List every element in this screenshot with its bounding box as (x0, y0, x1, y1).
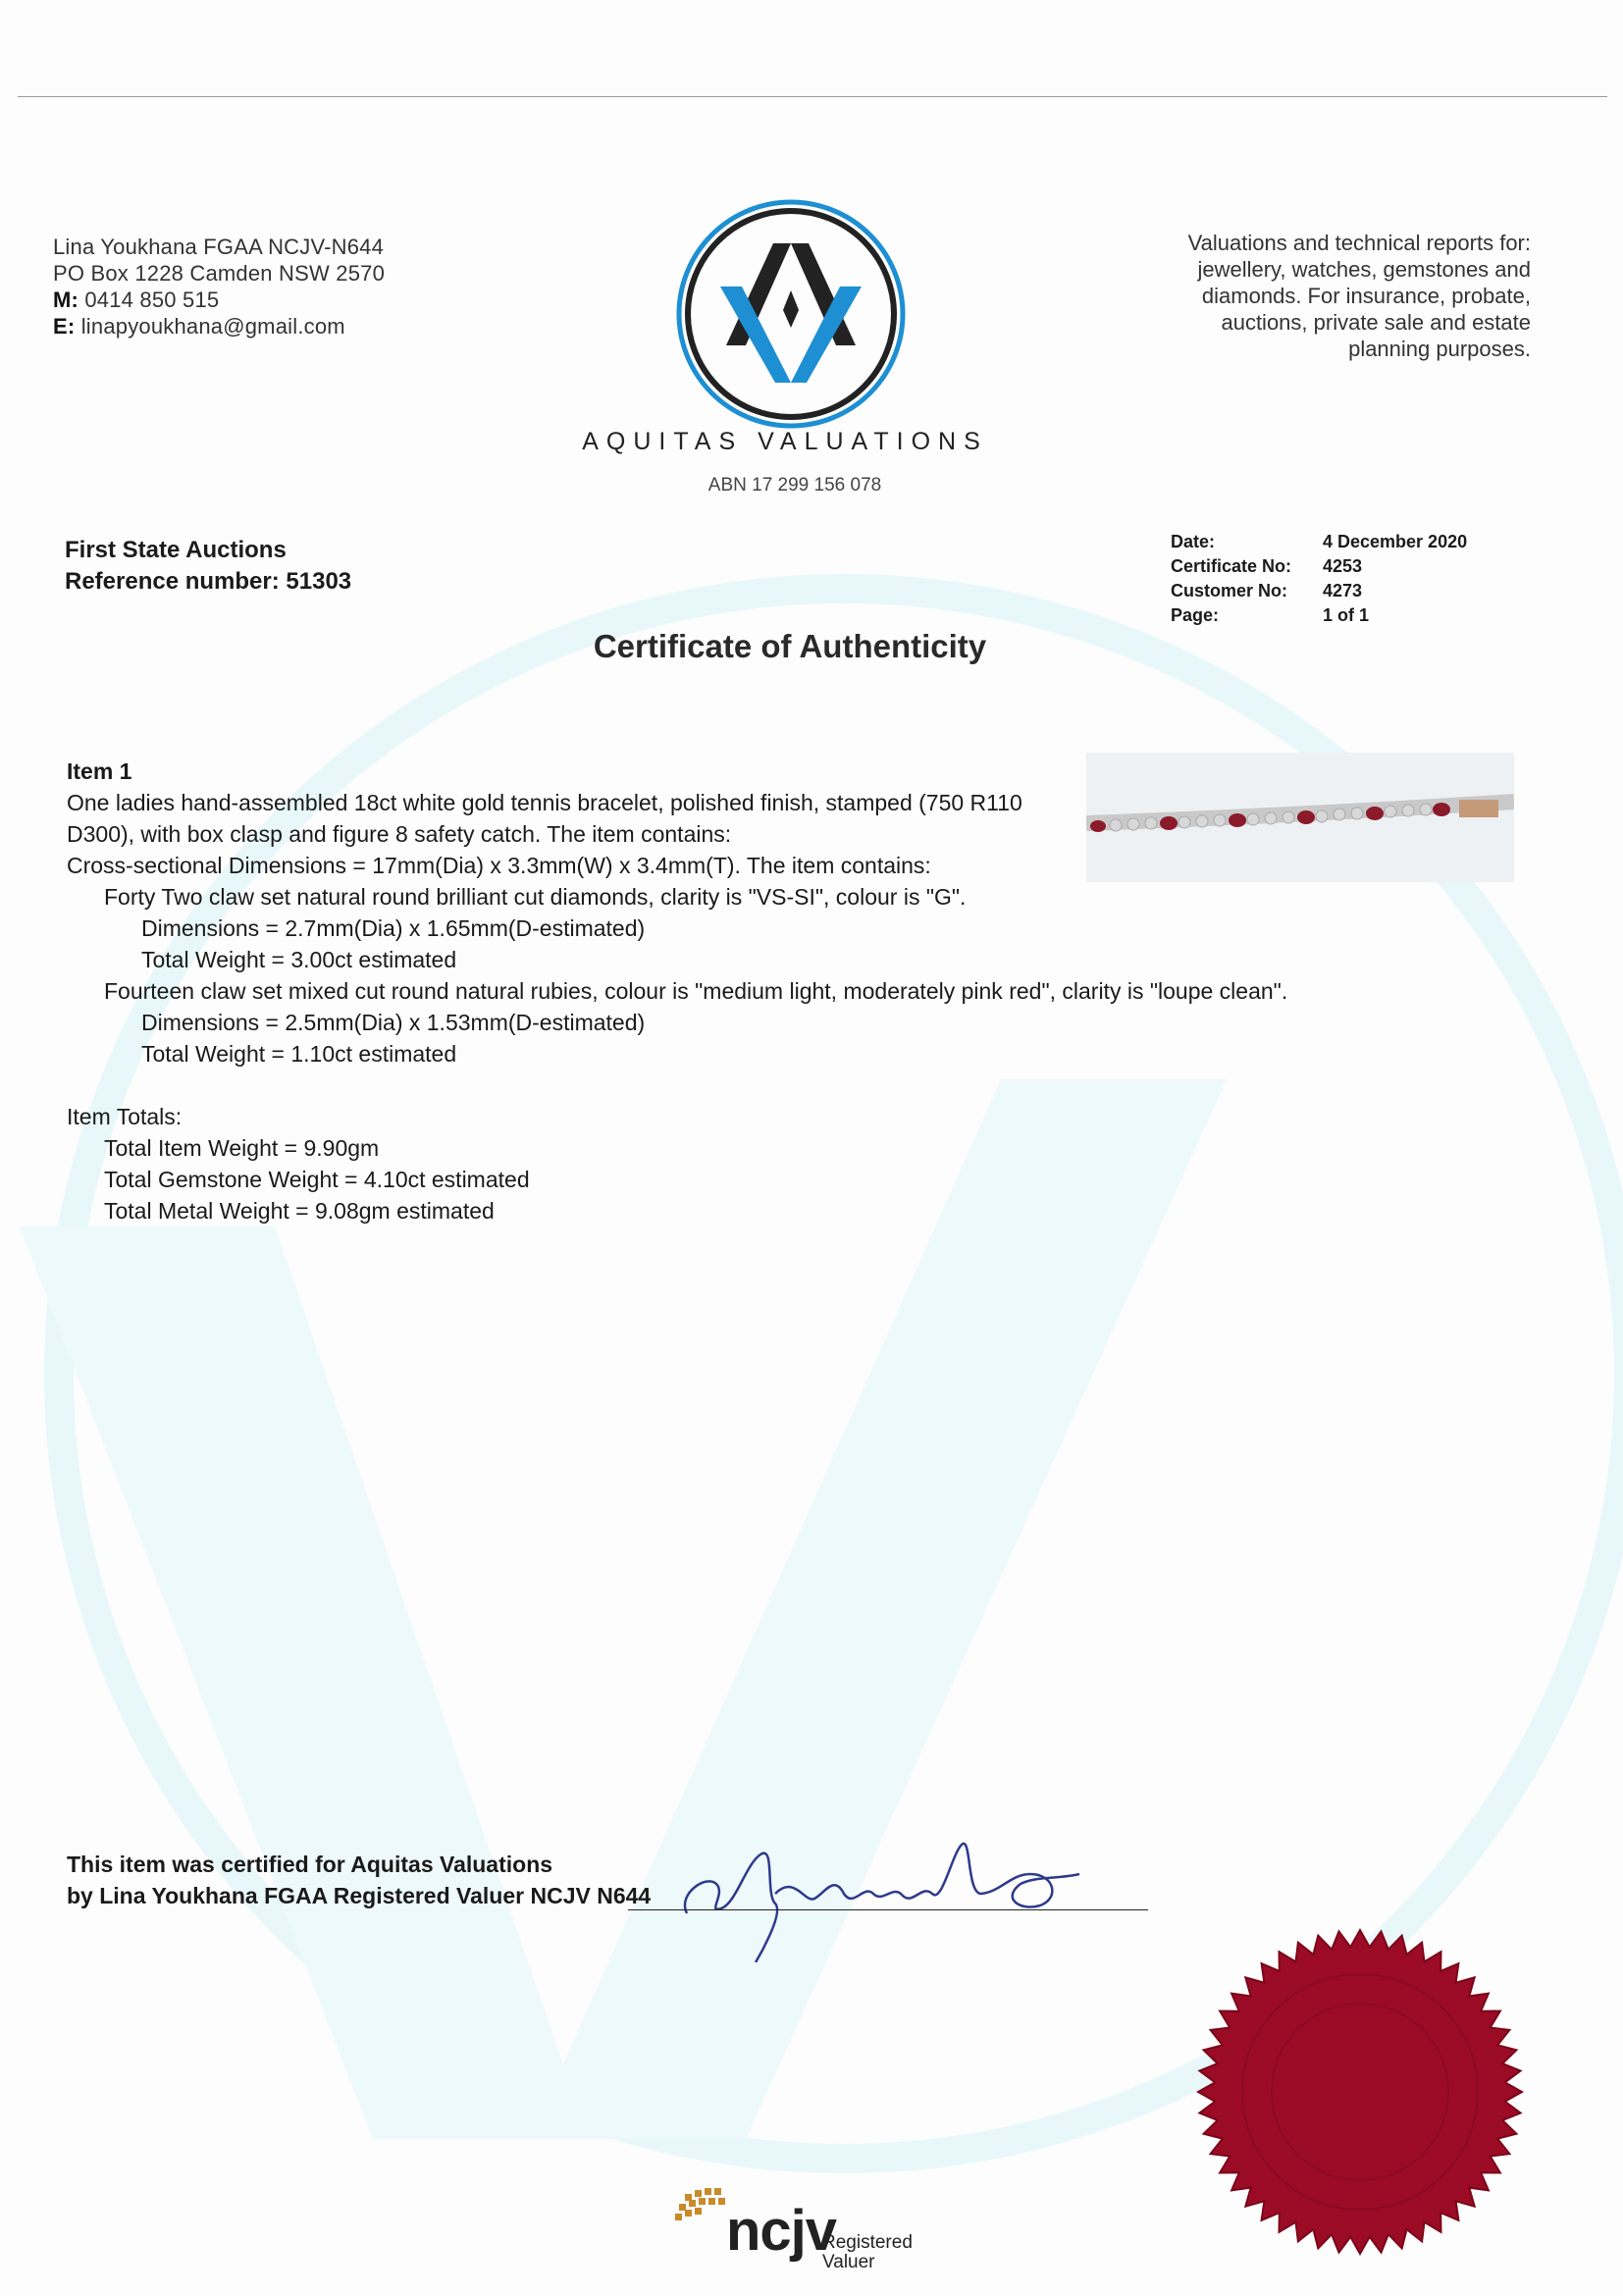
diamond-dimensions: Dimensions = 2.7mm(Dia) x 1.65mm(D-estimated) (141, 915, 646, 941)
brand-name: AQUITAS VALUATIONS (582, 428, 988, 455)
email-line: E: linapyoukhana@gmail.com (53, 314, 345, 339)
total-item-weight: Total Item Weight = 9.90gm (104, 1135, 380, 1161)
meta-row-date: Date: 4 December 2020 (1171, 532, 1468, 551)
signature (667, 1815, 1138, 1962)
contact-block (53, 234, 385, 339)
postal-address: PO Box 1228 Camden NSW 2570 (53, 261, 386, 286)
totals-heading: Item Totals: (67, 1104, 183, 1129)
wax-seal-icon (1193, 1925, 1527, 2259)
email-address: linapyoukhana@gmail.com (80, 314, 345, 339)
document-title: Certificate of Authenticity (593, 628, 987, 664)
ncjv-wordmark: ncjv (726, 2199, 837, 2263)
meta-row-customer: Customer No: 4273 (1171, 581, 1363, 600)
mobile-number: 0414 850 515 (84, 287, 220, 312)
item-desc-line-2: D300), with box clasp and figure 8 safety catch. The item contains: (67, 821, 732, 847)
certification-statement: This item was certified for Aquitas Valuations by Lina Youkhana FGAA Registered Valuer NCJV N644 (67, 1852, 652, 1908)
client-block (65, 535, 351, 598)
reference-number: Reference number: 51303 (65, 568, 352, 595)
bracelet-photo (1086, 753, 1514, 882)
abn-number: ABN 17 299 156 078 (707, 475, 882, 496)
item-description (67, 756, 1288, 1070)
diamond-weight: Total Weight = 3.00ct estimated (141, 947, 457, 972)
client-name: First State Auctions (65, 537, 287, 563)
services-tagline: Valuations and technical reports for: jewellery, watches, gemstones and diamonds. For insurance, probate, auctions, private sale and estate planning purposes. (1187, 231, 1531, 361)
ruby-weight: Total Weight = 1.10ct estimated (141, 1041, 457, 1067)
certificate-meta (1171, 530, 1467, 628)
total-metal-weight: Total Metal Weight = 9.08gm estimated (104, 1198, 495, 1224)
item-desc-line-1: One ladies hand-assembled 18ct white gold tennis bracelet, polished finish, stamped (750 R110 (67, 790, 1022, 815)
ruby-dimensions: Dimensions = 2.5mm(Dia) x 1.53mm(D-estimated) (141, 1010, 646, 1035)
item-totals (67, 1101, 530, 1226)
registered-valuer-label: Registered Valuer (822, 2232, 913, 2272)
valuer-name: Lina Youkhana FGAA NCJV-N644 (53, 235, 385, 259)
mobile-line: M: 0414 850 515 (53, 287, 220, 312)
meta-row-certificate: Certificate No: 4253 (1171, 556, 1363, 576)
item-dimensions: Cross-sectional Dimensions = 17mm(Dia) x 3.3mm(W) x 3.4mm(T). The item contains: (67, 853, 931, 878)
diamond-description: Forty Two claw set natural round brilliant cut diamonds, clarity is "VS-SI", colour is "G". (104, 884, 967, 910)
top-rule (18, 96, 1607, 97)
item-heading: Item 1 (67, 758, 132, 784)
av-monogram-icon (673, 196, 909, 432)
ruby-description: Fourteen claw set mixed cut round natural rubies, colour is "medium light, moderately pink red", clarity is "loupe clean". (104, 978, 1288, 1004)
signature-line (628, 1909, 1148, 1910)
total-gemstone-weight: Total Gemstone Weight = 4.10ct estimated (104, 1167, 530, 1192)
meta-row-page: Page: 1 of 1 (1171, 605, 1370, 625)
